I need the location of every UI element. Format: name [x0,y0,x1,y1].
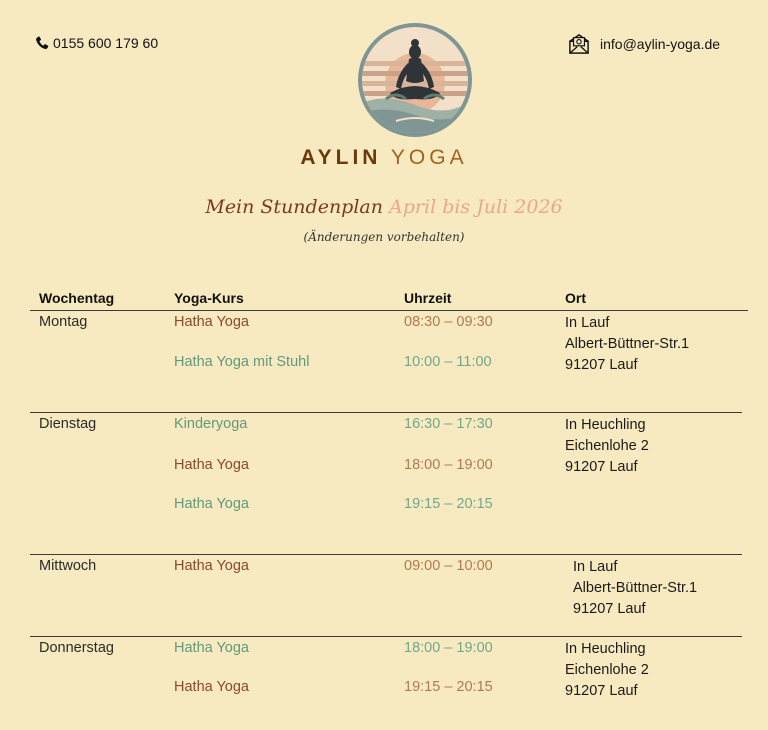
brand-name-light: YOGA [390,146,468,169]
brand-name [0,146,768,170]
phone-number: 0155 600 179 60 [53,35,159,51]
course-name: Hatha Yoga [174,314,249,330]
course-time: 18:00 – 19:00 [404,640,493,656]
day-donnerstag: Donnerstag [39,640,114,656]
schedule-note: (Änderungen vorbehalten) [303,230,465,244]
course-time: 16:30 – 17:30 [404,416,493,432]
header-uhrzeit: Uhrzeit [404,290,452,306]
email-address: info@aylin-yoga.de [600,36,721,52]
location-line: 91207 Lauf [573,601,646,617]
schedule-title-period: April bis Juli 2026 [389,196,563,218]
header-wochentag: Wochentag [39,290,115,306]
email-contact[interactable] [568,34,720,54]
location-line: Eichenlohe 2 [565,438,649,454]
row-divider [30,554,742,555]
day-mittwoch: Mittwoch [39,558,97,574]
course-time: 09:00 – 10:00 [404,558,493,574]
schedule-title-main: Mein Stundenplan [205,196,383,218]
row-divider [30,412,742,413]
location-line: In Heuchling [565,417,646,433]
course-name: Hatha Yoga [174,496,249,512]
location-line: In Lauf [573,559,618,575]
phone-contact[interactable] [34,34,158,52]
course-name: Hatha Yoga [174,558,249,574]
location-line: 91207 Lauf [565,683,638,699]
location-line: Eichenlohe 2 [565,662,649,678]
course-name: Kinderyoga [174,416,248,432]
location-line: In Heuchling [565,641,646,657]
course-time: 10:00 – 11:00 [404,354,492,370]
email-icon [568,34,590,54]
header-divider [30,310,748,311]
location-line: In Lauf [565,315,610,331]
location-line: Albert-Büttner-Str.1 [573,580,698,596]
course-time: 18:00 – 19:00 [404,457,493,473]
location-block [573,557,697,620]
course-name: Hatha Yoga [174,640,249,656]
course-name: Hatha Yoga mit Stuhl [174,354,310,370]
course-time: 19:15 – 20:15 [404,496,493,512]
course-time: 19:15 – 20:15 [404,679,493,695]
location-line: Albert-Büttner-Str.1 [565,336,690,352]
location-block [565,639,649,702]
location-line: 91207 Lauf [565,357,638,373]
course-name: Hatha Yoga [174,457,249,473]
yoga-meditation-logo [356,21,474,139]
day-montag: Montag [39,314,88,330]
header-yoga-kurs: Yoga-Kurs [174,290,244,306]
course-time: 08:30 – 09:30 [404,314,493,330]
schedule-title [0,196,768,218]
phone-icon [34,34,50,52]
brand-name-bold: AYLIN [300,146,382,169]
location-line: 91207 Lauf [565,459,638,475]
row-divider [30,636,742,637]
course-name: Hatha Yoga [174,679,249,695]
header-ort: Ort [565,290,586,306]
day-dienstag: Dienstag [39,416,97,432]
location-block [565,313,689,376]
location-block [565,415,649,478]
